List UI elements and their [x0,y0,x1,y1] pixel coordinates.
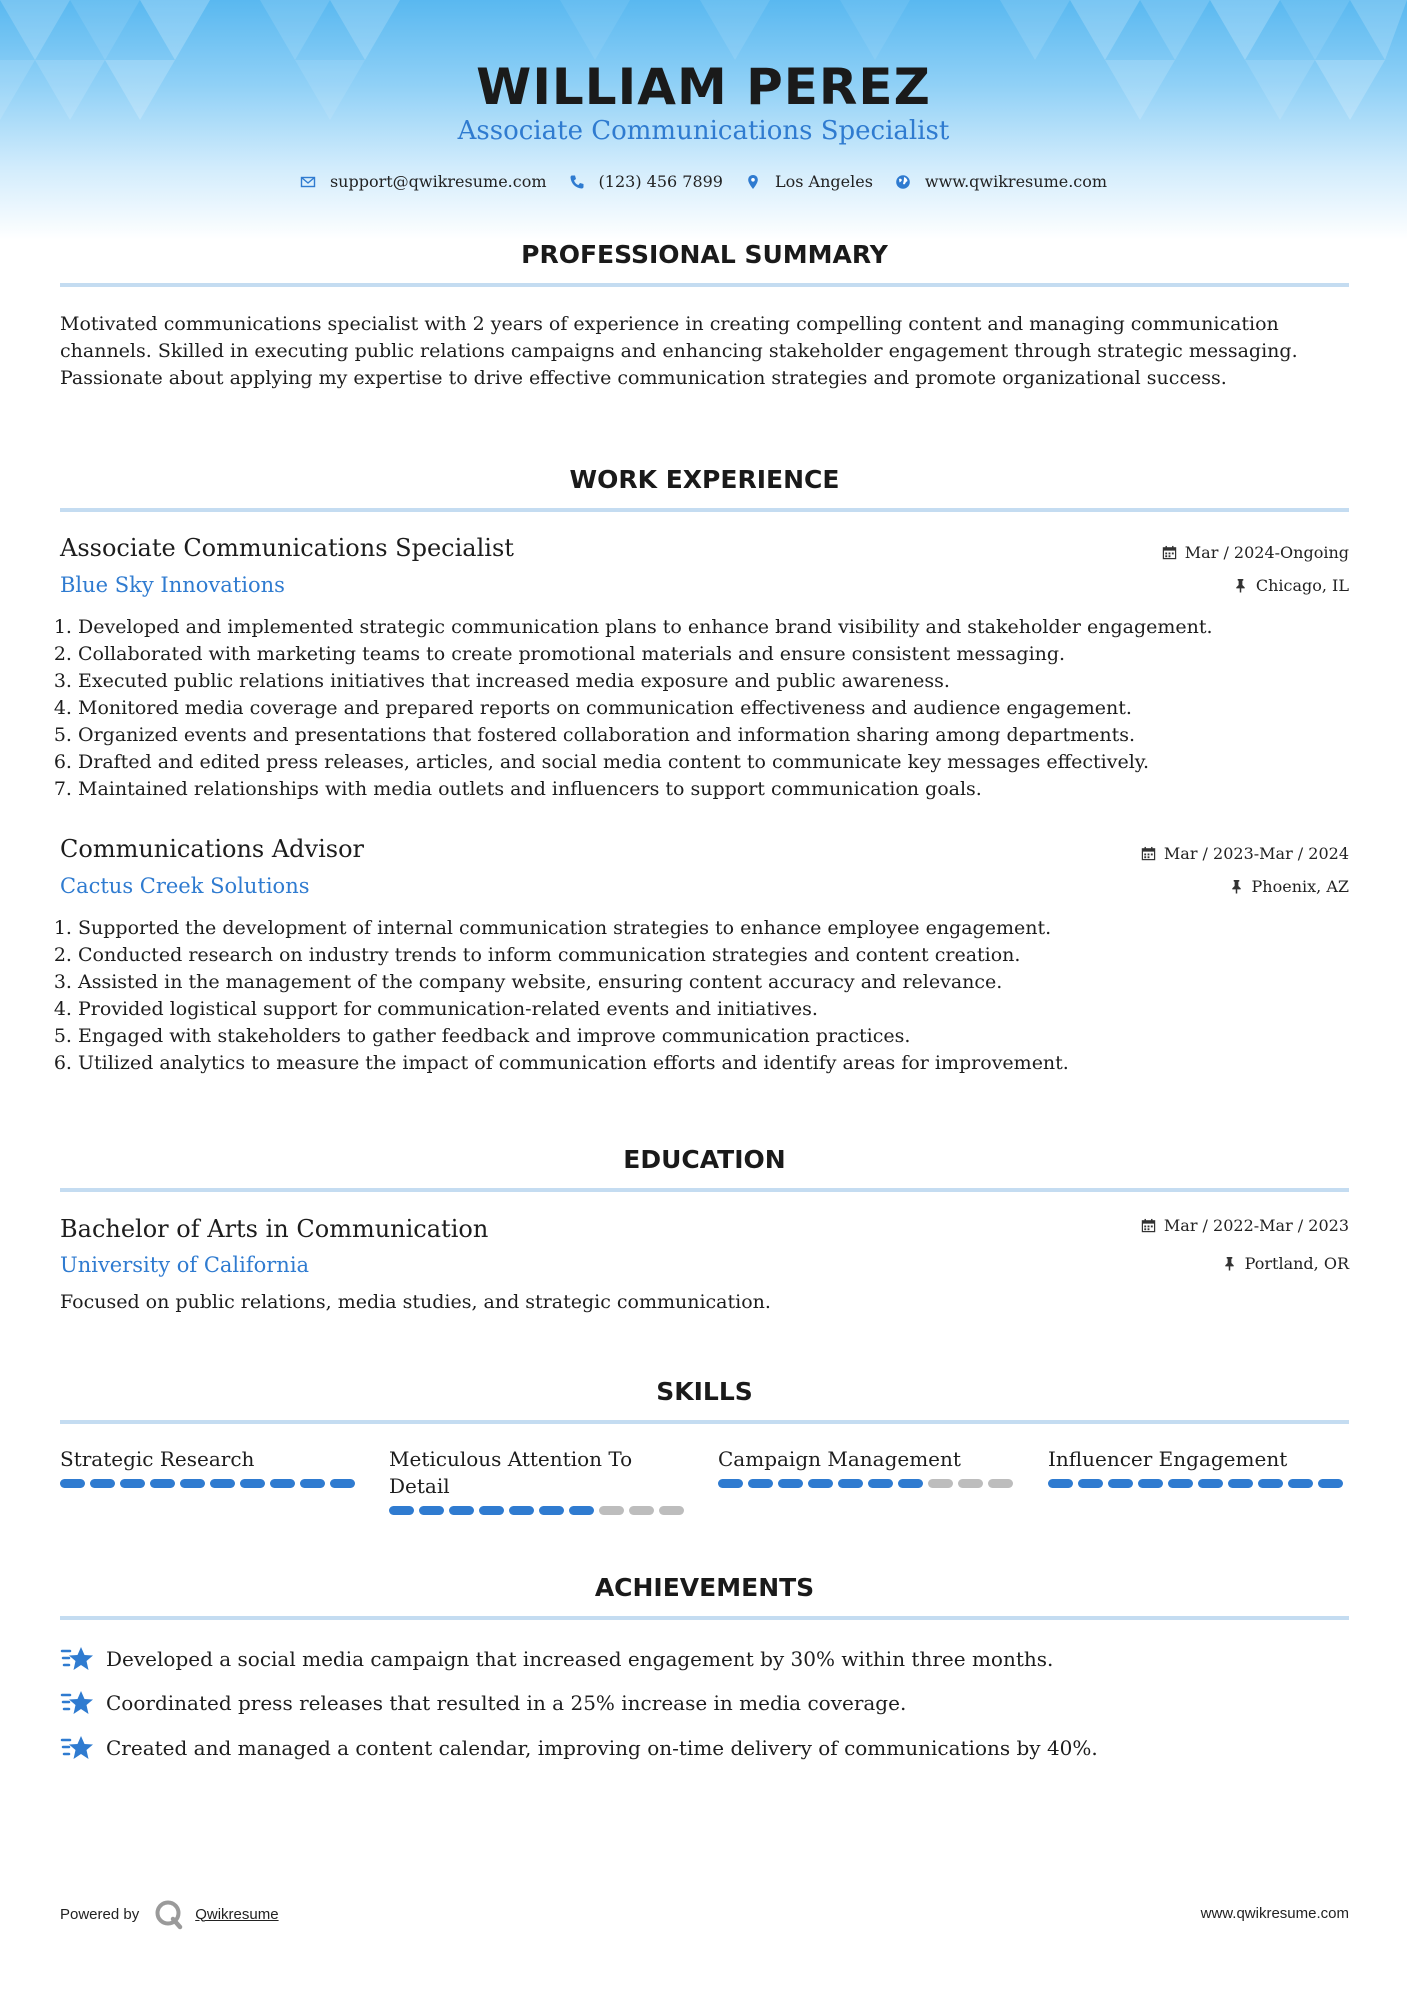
skill-level-segment [958,1479,983,1488]
achievement-text: Coordinated press releases that resulted in a 25% increase in media coverage. [106,1691,907,1715]
list-item: 1. Developed and implemented strategic communication plans to enhance brand visibility and stakeholder engagement. [78,614,1368,641]
summary-divider [60,283,1349,287]
skill-level-segment [270,1479,295,1488]
pushpin-icon [1233,578,1248,593]
skill-level-segment [778,1479,803,1488]
skill-level-segment [898,1479,923,1488]
skill-level-segment [180,1479,205,1488]
job-title-1: Associate Communications Specialist [60,534,514,562]
skill-level-segment [748,1479,773,1488]
skill-level-segment [1228,1479,1253,1488]
skill-level-segment [389,1506,414,1515]
list-item: 3. Executed public relations initiatives that increased media exposure and public awareness. [78,668,1368,695]
skill-item [718,1446,1018,1488]
skill-name: Influencer Engagement [1048,1447,1288,1471]
skill-level-segment [330,1479,355,1488]
skill-level-segment [449,1506,474,1515]
list-item: 2. Collaborated with marketing teams to create promotional materials and ensure consistent messaging. [78,641,1368,668]
globe-icon [895,174,911,190]
job-bullets-1 [60,614,1368,803]
job-dates-text-1: Mar / 2024-Ongoing [1184,543,1349,562]
skill-level-segment [300,1479,325,1488]
list-item: 2. Conducted research on industry trends to inform communication strategies and content creation. [78,942,1368,969]
achievement-item [60,1734,1098,1762]
candidate-role: Associate Communications Specialist [457,116,950,146]
list-item: 1. Supported the development of internal communication strategies to enhance employee engagement. [78,915,1368,942]
skill-level-segment [150,1479,175,1488]
skill-level-segment [928,1479,953,1488]
skill-item [1048,1446,1348,1488]
experience-divider [60,508,1349,512]
contact-location: Los Angeles [774,172,873,191]
skill-level-segment [599,1506,624,1515]
achievement-item [60,1645,1053,1673]
list-item: 4. Provided logistical support for communication-related events and initiatives. [78,996,1368,1023]
skill-level-segment [718,1479,743,1488]
skill-level-segment [569,1506,594,1515]
list-item: 6. Drafted and edited press releases, articles, and social media content to communicate key messages effectively. [78,749,1368,776]
job-bullets-2 [60,915,1368,1077]
skill-level-segment [659,1506,684,1515]
qwikresume-logo-icon [153,1898,185,1930]
pushpin-icon [1229,879,1244,894]
skill-level-segment [210,1479,235,1488]
company-1: Blue Sky Innovations [60,573,285,597]
list-item: 4. Monitored media coverage and prepared reports on communication effectiveness and audience engagement. [78,695,1368,722]
degree-title: Bachelor of Arts in Communication [60,1215,489,1243]
job-dates-text-2: Mar / 2023-Mar / 2024 [1163,844,1349,863]
skill-level-segment [419,1506,444,1515]
education-description: Focused on public relations, media studies, and strategic communication. [60,1291,771,1313]
job-location-2 [1229,877,1349,896]
achievement-item [60,1689,906,1717]
education-heading: EDUCATION [623,1145,786,1174]
skill-level-segment [1318,1479,1343,1488]
contact-email[interactable]: support@qwikresume.com [329,172,547,191]
skill-level-segment [838,1479,863,1488]
skill-level-segment [868,1479,893,1488]
skill-level-bar [60,1479,360,1488]
contact-phone[interactable]: (123) 456 7899 [598,172,723,191]
contact-bar [0,172,1407,191]
calendar-icon [1141,1218,1156,1233]
brand-link[interactable]: Qwikresume [195,1905,279,1923]
summary-heading: PROFESSIONAL SUMMARY [521,240,888,269]
calendar-icon [1141,846,1156,861]
skill-level-segment [1108,1479,1133,1488]
job-location-text-2: Phoenix, AZ [1251,877,1349,896]
list-item: 5. Engaged with stakeholders to gather feedback and improve communication practices. [78,1023,1368,1050]
skill-name: Campaign Management [718,1447,961,1471]
calendar-icon [1162,545,1177,560]
map-pin-icon [745,174,761,190]
skill-level-segment [808,1479,833,1488]
list-item: 3. Assisted in the management of the company website, ensuring content accuracy and relevance. [78,969,1368,996]
education-location [1222,1254,1349,1273]
skill-level-bar [389,1506,689,1515]
skills-heading: SKILLS [656,1377,753,1406]
list-item: 5. Organized events and presentations that fostered collaboration and information sharing among departments. [78,722,1368,749]
company-2: Cactus Creek Solutions [60,874,310,898]
skill-level-segment [629,1506,654,1515]
skill-level-segment [1078,1479,1103,1488]
star-icon [60,1645,94,1673]
list-item: 7. Maintained relationships with media outlets and influencers to support communication goals. [78,776,1368,803]
skill-level-segment [509,1506,534,1515]
skill-item [60,1446,360,1488]
job-location-1 [1233,576,1349,595]
achievements-divider [60,1616,1349,1620]
experience-heading: WORK EXPERIENCE [569,465,840,494]
powered-by-label: Powered by [60,1905,140,1923]
skill-level-segment [90,1479,115,1488]
job-dates-2 [1141,844,1349,863]
skill-level-segment [1048,1479,1073,1488]
list-item: 6. Utilized analytics to measure the impact of communication efforts and identify areas for improvement. [78,1050,1368,1077]
skill-name: Meticulous Attention To Detail [389,1447,633,1498]
summary-text: Motivated communications specialist with 2 years of experience in creating compelling content and managing communication channels. Skilled in executing public relations campaigns and enhancing stakeholder engagement through strategic messaging. Passionate about applying my expertise to drive effective communication strategies and promote organizational success. [60,313,1298,389]
job-dates-1 [1162,543,1349,562]
skill-name: Strategic Research [60,1447,255,1471]
education-divider [60,1188,1349,1192]
candidate-name: WILLIAM PEREZ [476,58,931,116]
achievements-heading: ACHIEVEMENTS [594,1573,815,1602]
skill-level-segment [1138,1479,1163,1488]
skill-level-segment [1168,1479,1193,1488]
education-dates-text: Mar / 2022-Mar / 2023 [1163,1216,1349,1235]
skill-level-segment [60,1479,85,1488]
skill-level-segment [539,1506,564,1515]
achievement-text: Developed a social media campaign that increased engagement by 30% within three months. [106,1647,1054,1671]
skill-level-segment [479,1506,504,1515]
skill-level-bar [1048,1479,1348,1488]
skill-item [389,1446,689,1515]
school-name: University of California [60,1253,310,1277]
skill-level-segment [1288,1479,1313,1488]
education-dates [1141,1216,1349,1235]
star-icon [60,1689,94,1717]
footer-website[interactable]: www.qwikresume.com [1200,1905,1349,1922]
achievement-text: Created and managed a content calendar, improving on-time delivery of communications by 40%. [106,1736,1098,1760]
education-location-text: Portland, OR [1244,1254,1349,1273]
envelope-icon [300,174,316,190]
skill-level-segment [120,1479,145,1488]
skill-level-segment [988,1479,1013,1488]
job-location-text-1: Chicago, IL [1255,576,1349,595]
skills-divider [60,1420,1349,1424]
pushpin-icon [1222,1256,1237,1271]
skill-level-segment [1198,1479,1223,1488]
skill-level-segment [240,1479,265,1488]
phone-icon [569,174,585,190]
skill-level-segment [1258,1479,1283,1488]
skill-level-bar [718,1479,1018,1488]
job-title-2: Communications Advisor [60,835,365,863]
contact-website[interactable]: www.qwikresume.com [924,172,1108,191]
footer-powered-by [60,1898,279,1930]
star-icon [60,1734,94,1762]
